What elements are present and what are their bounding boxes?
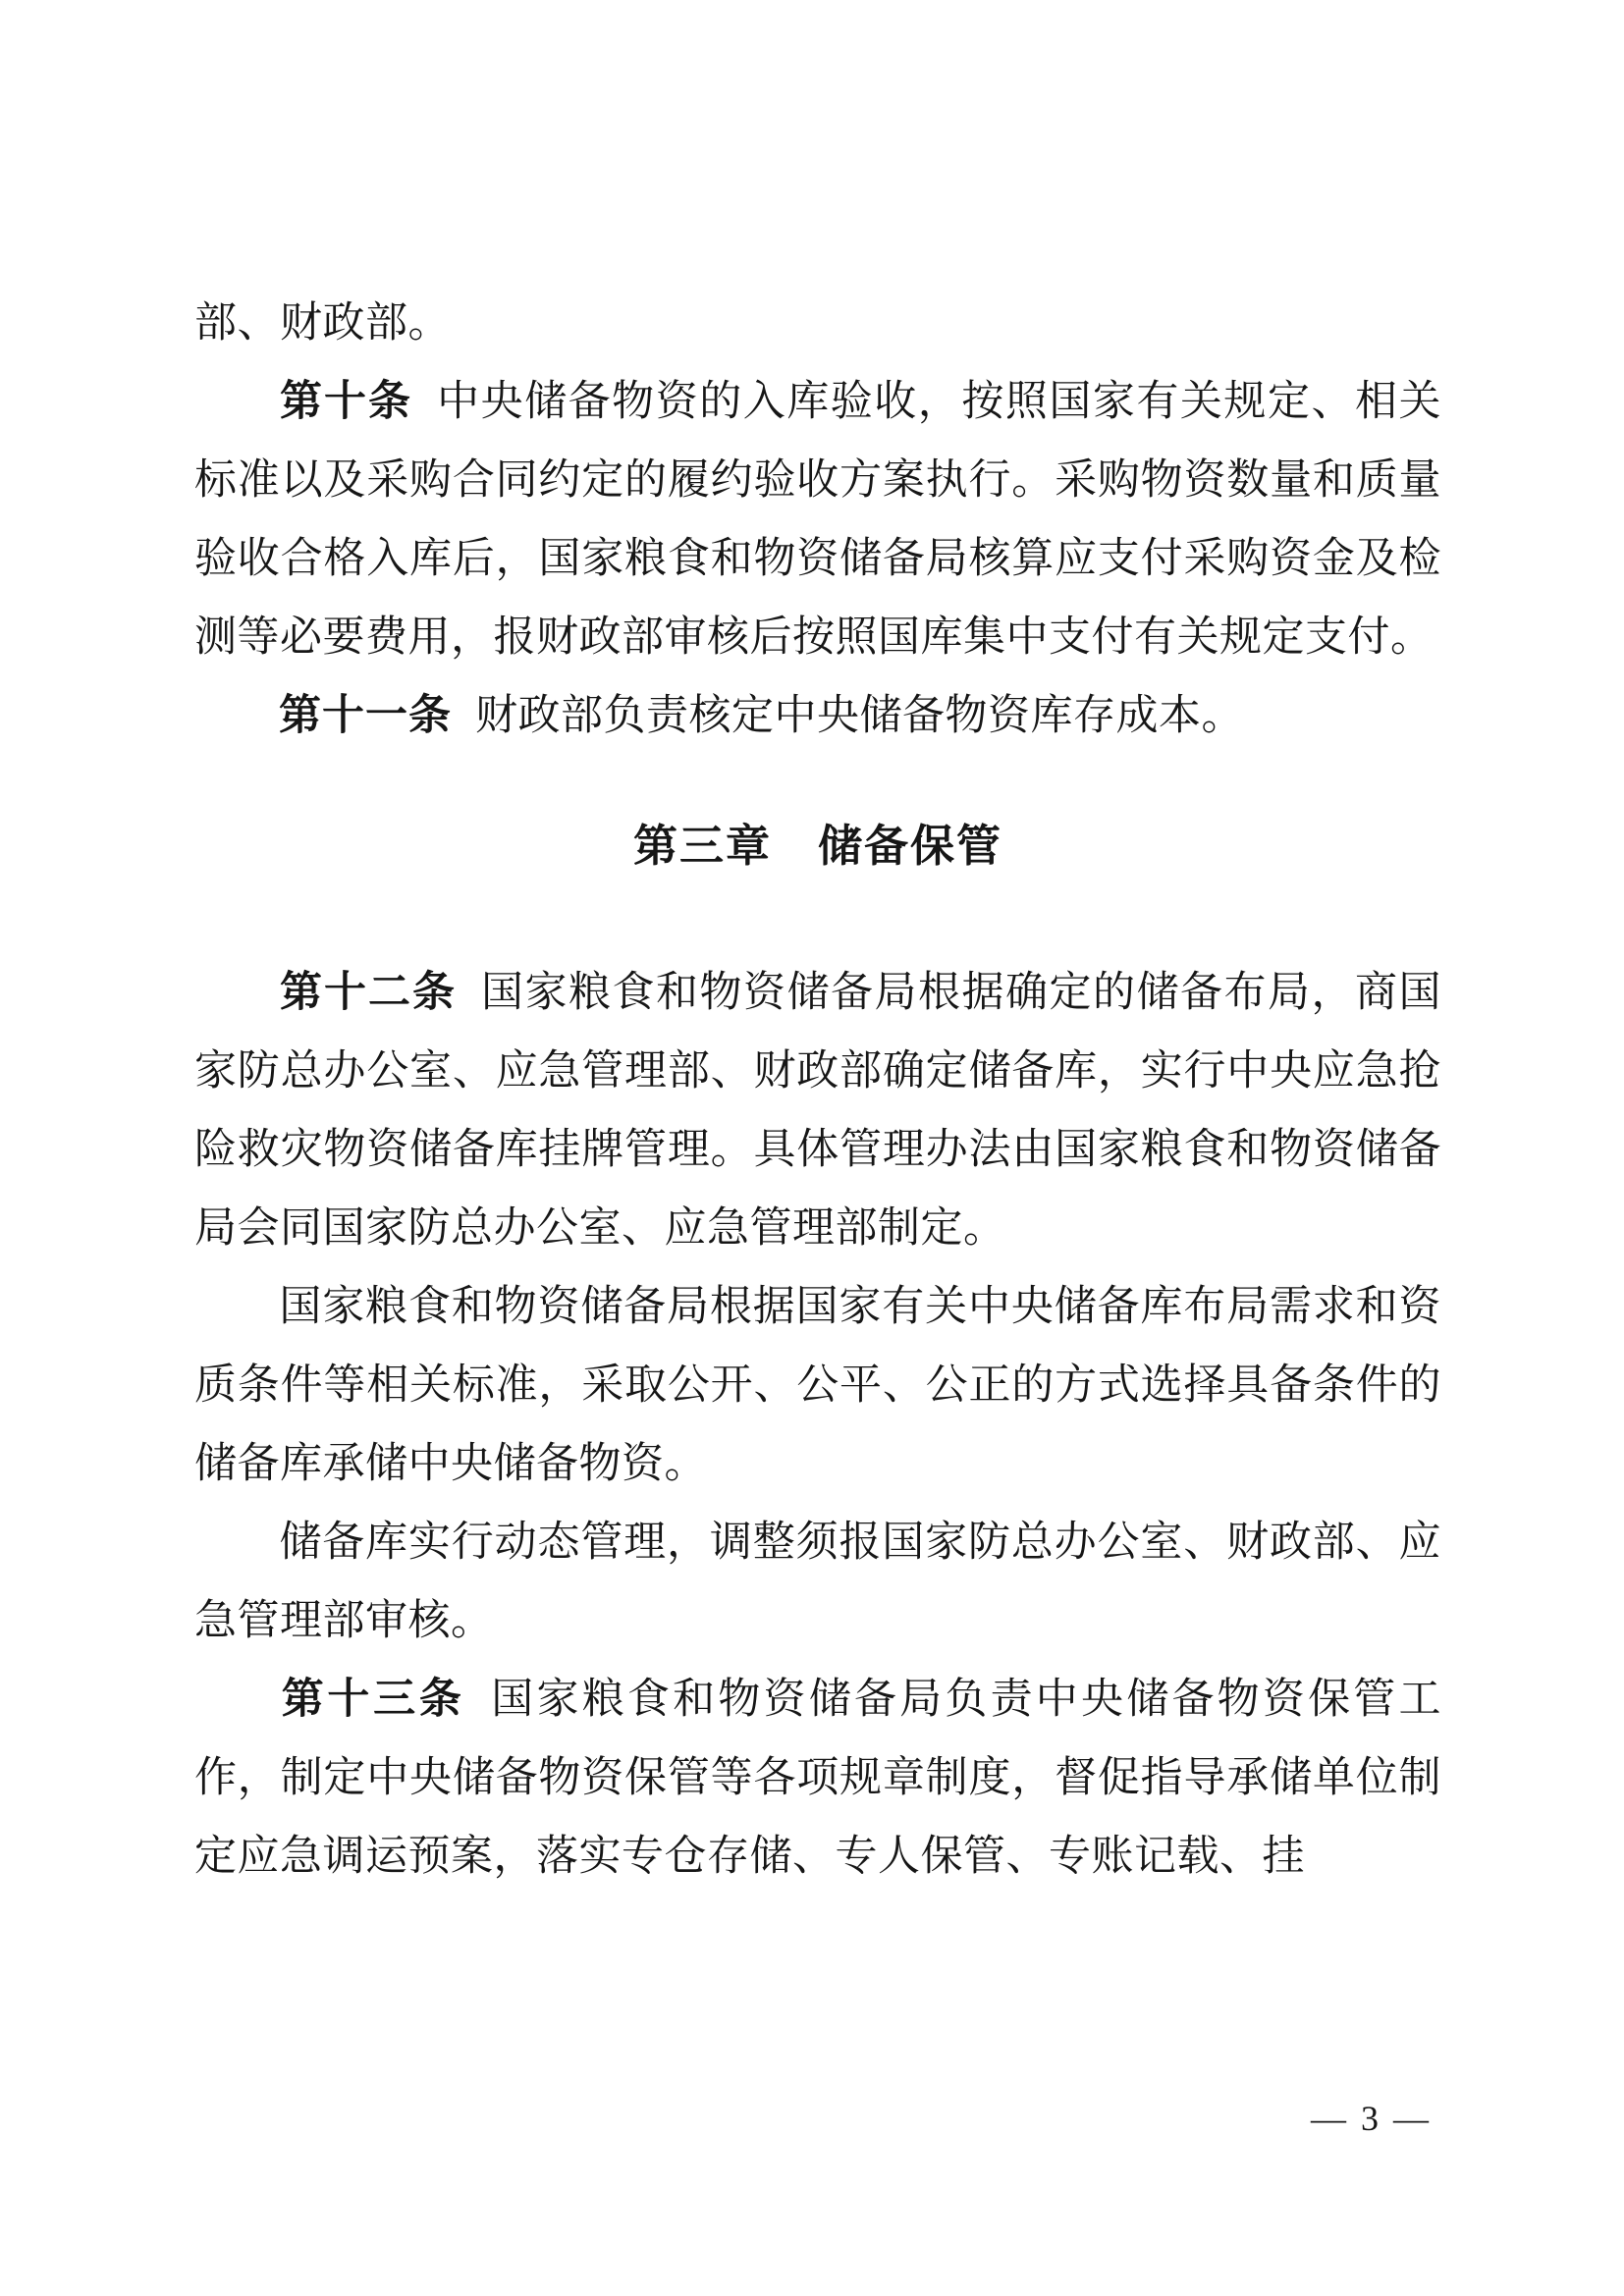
paragraph-text: 中央储备物资的入库验收，按照国家有关规定、相关标准以及采购合同约定的履约验收方案执行。采购物资数量和质量验收合格入库后，国家粮食和物资储备局核算应支付采购资金及检测等必要费用，报财政部审核后按照国库集中支付有关规定支付。 (194, 379, 1442, 661)
article-paragraph-12 (194, 954, 1441, 1268)
article-paragraph-11 (194, 677, 1441, 756)
section-spacer (194, 885, 1441, 954)
paragraph-text: 财政部负责核定中央储备物资库存成本。 (475, 693, 1244, 739)
paragraph-text: 储备库实行动态管理，调整须报国家防总办公室、财政部、应急管理部审核。 (194, 1520, 1441, 1644)
article-label-11: 第十一条 (279, 693, 452, 739)
paragraph-continuation (194, 285, 1441, 363)
article-paragraph-13 (194, 1661, 1441, 1896)
article-paragraph-10 (194, 363, 1441, 677)
article-label-12: 第十二条 (279, 970, 457, 1016)
paragraph-text: 国家粮食和物资储备局负责中央储备物资保管工作，制定中央储备物资保管等各项规章制度，督促指导承储单位制定应急调运预案，落实专仓存储、专人保管、专账记载、挂 (194, 1677, 1442, 1880)
section-spacer (194, 756, 1441, 807)
page-number: — 3 — (1311, 2099, 1432, 2138)
paragraph-text: 部、财政部。 (194, 300, 451, 347)
article-12-sub-paragraph-2 (194, 1504, 1441, 1661)
article-label-10: 第十条 (279, 379, 413, 425)
paragraph-text: 国家粮食和物资储备局根据国家有关中央储备库布局需求和资质条件等相关标准，采取公开、公平、公正的方式选择具备条件的储备库承储中央储备物资。 (194, 1284, 1441, 1487)
chapter-title: 第三章 储备保管 (632, 822, 1002, 871)
article-label-13: 第十三条 (279, 1677, 465, 1723)
article-12-sub-paragraph-1 (194, 1268, 1441, 1504)
paragraph-text: 国家粮食和物资储备局根据确定的储备布局，商国家防总办公室、应急管理部、财政部确定储备库，实行中央应急抢险救灾物资储备库挂牌管理。具体管理办法由国家粮食和物资储备局会同国家防总办公室、应急管理部制定。 (194, 970, 1441, 1252)
document-body (194, 285, 1441, 1896)
